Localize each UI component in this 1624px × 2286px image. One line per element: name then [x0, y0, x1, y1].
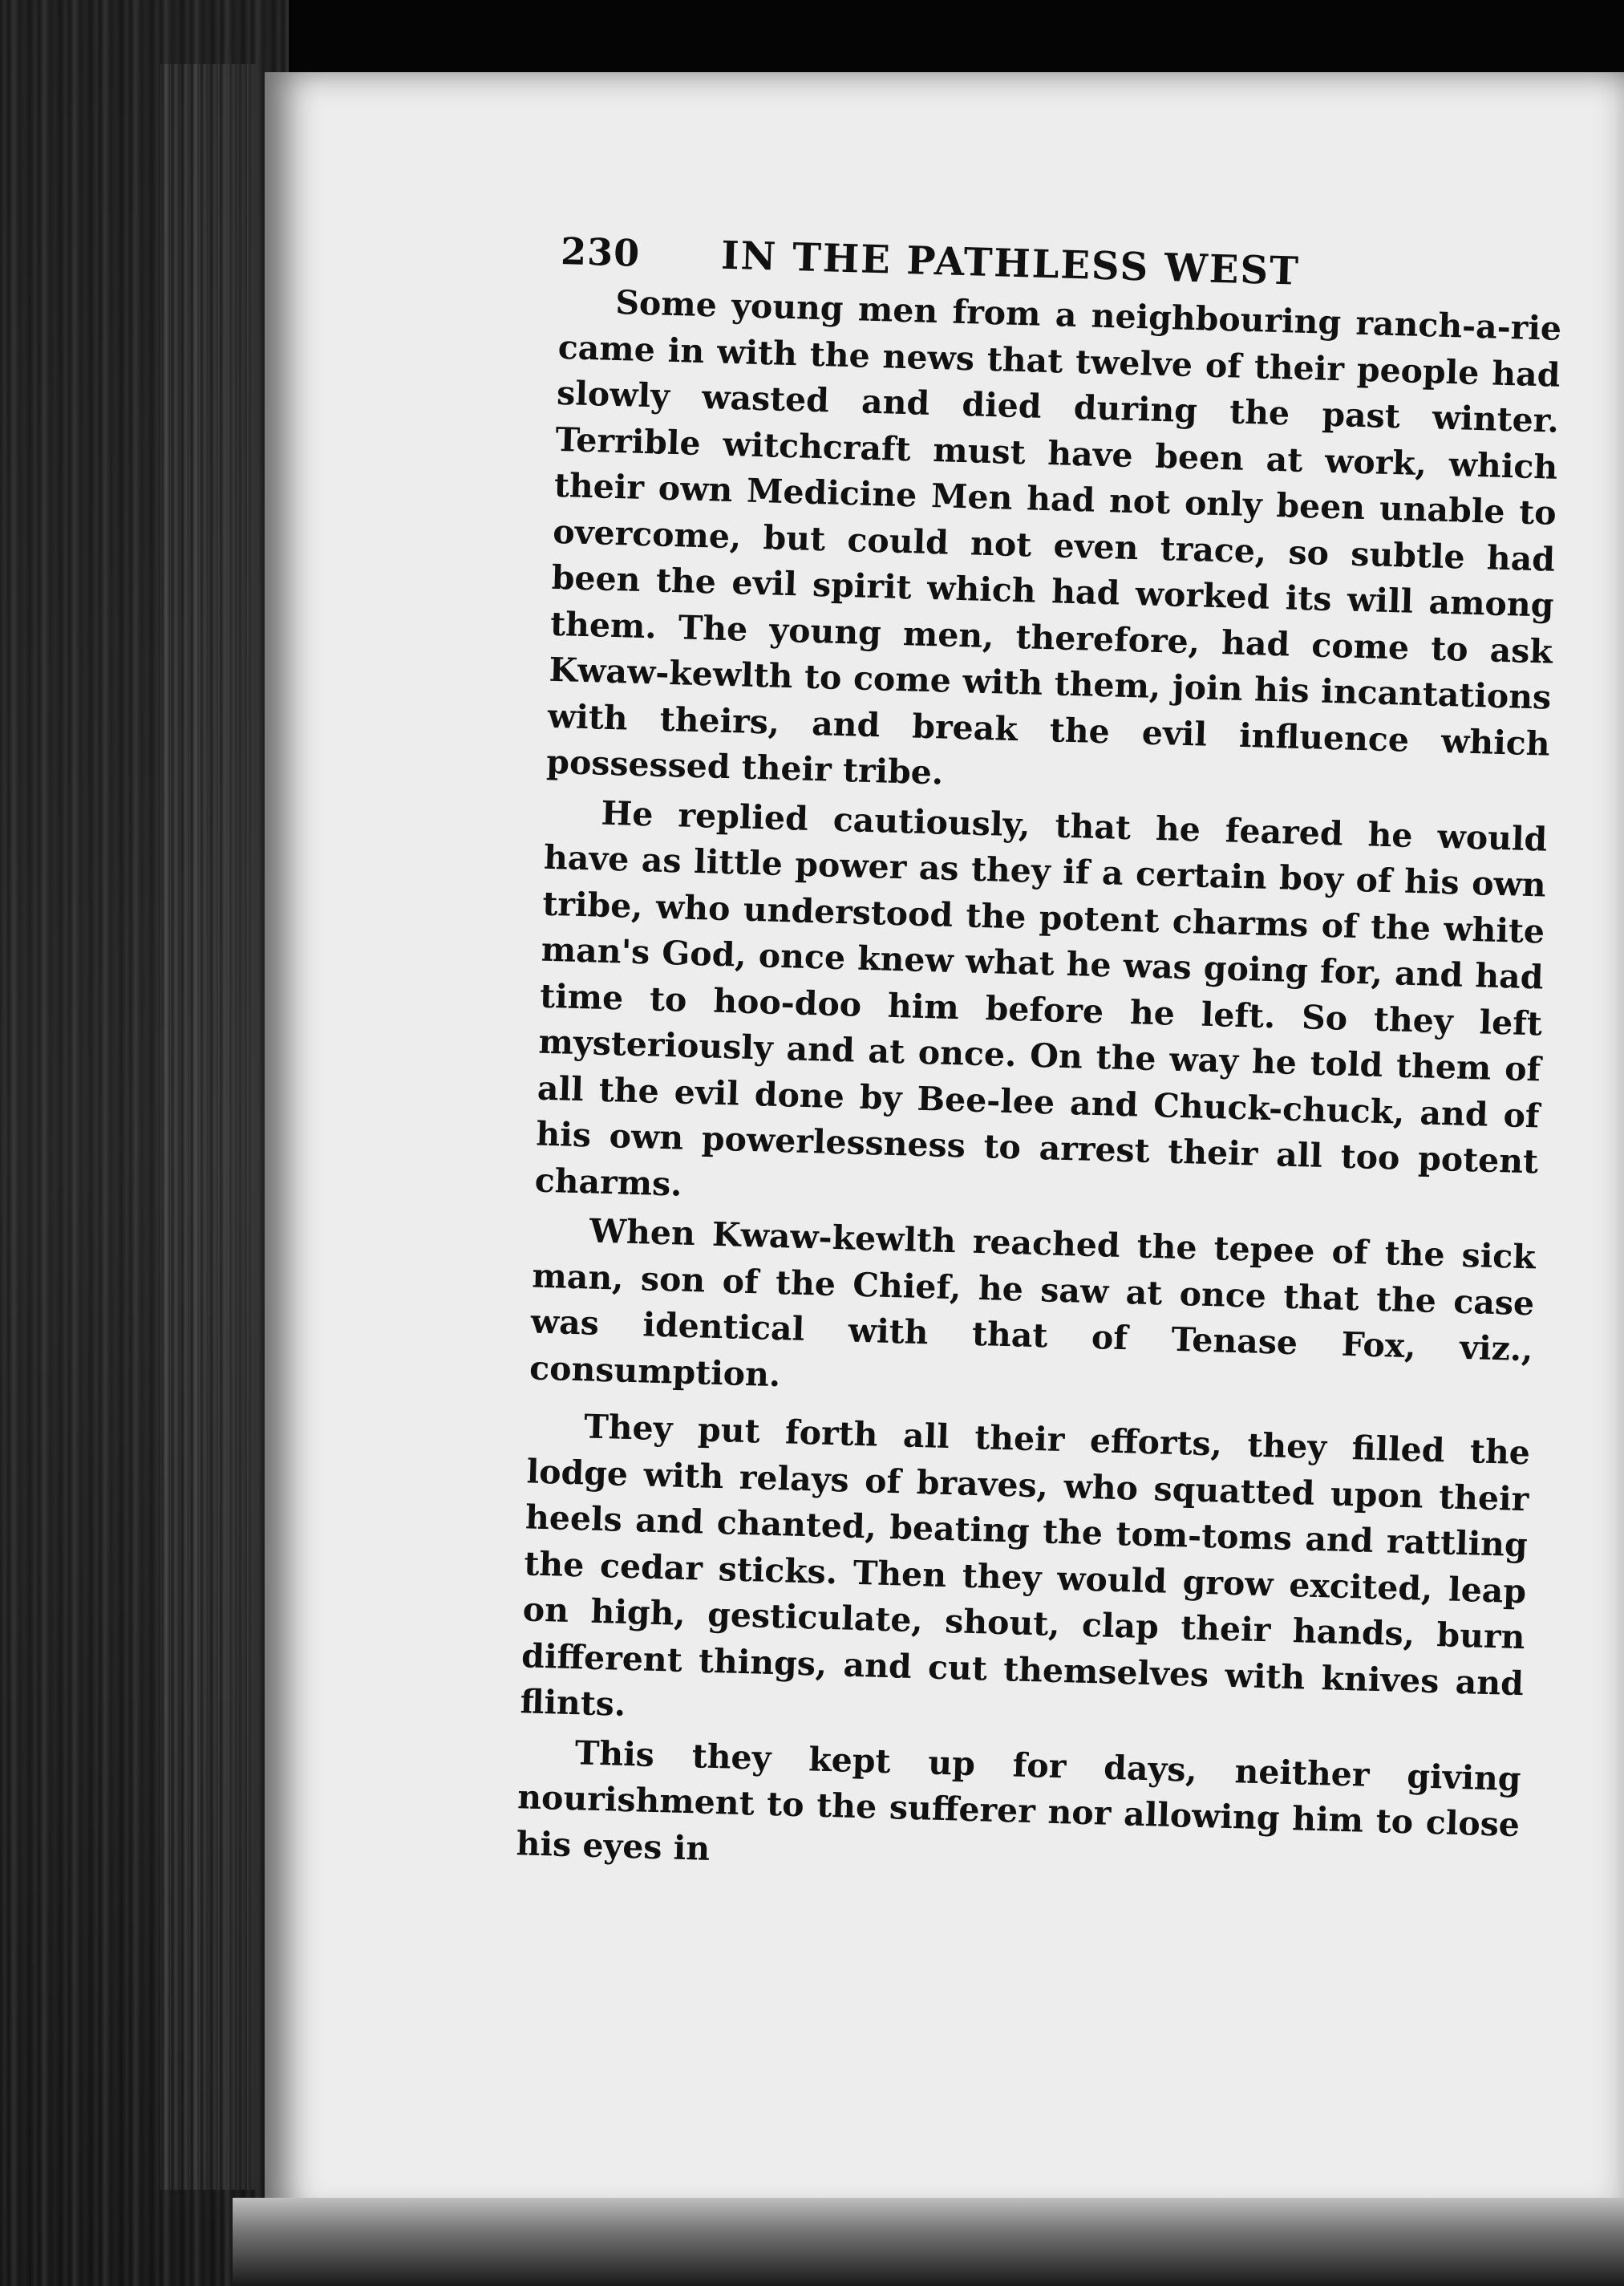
paragraph-3: When Kwaw-kewlth reached the tepee of the sick man, son of the Chief, he saw at once that the case was identical with that of Tenase Fox, viz., consumption.	[529, 1211, 1537, 1394]
page-bottom-edge	[233, 2198, 1624, 2286]
binding-edge-streaks	[160, 64, 257, 2190]
paragraph-4: They put forth all their efforts, they filled the lodge with relays of braves, who squatted upon their heels and chanted, beating the tom-toms and rattling the cedar sticks. Then they would grow excited, leap on high, gesticulate, shout, clap their hands, burn different things, and cut themselves with knives and flints.	[520, 1407, 1531, 1724]
paragraph-5: This they kept up for days, neither giving nourishment to the sufferer nor allowing him to close his eyes in	[516, 1733, 1522, 1868]
paragraph-1: Some young men from a neighbouring ranch-a-rie came in with the news that twelve of their people had slowly wasted and died during the past winter. Terrible witchcraft must have been at work, which their own Medicine Men had not only been unable to overcome, but could not even trace, so subtle had been the evil spirit which had worked its will among them. The young men, therefore, had come to ask Kwaw-kewlth to come with them, join his incantations with theirs, and break the evil influence which possessed their tribe.	[545, 282, 1562, 792]
paragraph-2: He replied cautiously, that he feared he would have as little power as they if a certain boy of his own tribe, who understood the potent charms of the white man's God, once knew what he was going for, and had time to hoo-doo him before he left. So they left mysteriously and at once. On the way he told them of all the evil done by Bee-lee and Chuck-chuck, and of his own powerlessness to arrest their all too potent charms.	[534, 793, 1548, 1204]
page-text-block	[516, 229, 1564, 1895]
page-number: 230	[560, 229, 641, 275]
running-title: IN THE PATHLESS WEST	[720, 233, 1301, 294]
